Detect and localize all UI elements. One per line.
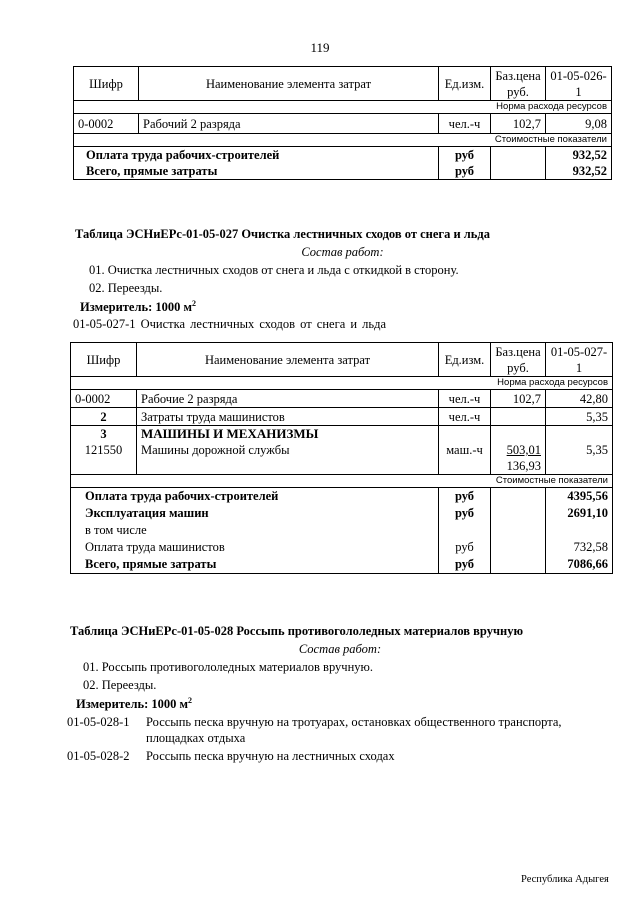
- composition-label-028: Состав работ:: [298, 642, 382, 656]
- measure-label-028: Измеритель: 1000 $м^2$: [76, 696, 193, 712]
- row-value: 9,08: [546, 114, 612, 134]
- row-unit: чел.-ч: [439, 390, 491, 408]
- totals-units: руб руб: [439, 147, 491, 180]
- row-name: Затраты труда машинистов: [137, 408, 439, 426]
- header-name: Наименование элемента затрат: [137, 343, 439, 377]
- subline-027: 01-05-027-1 Очистка лестничных сходов от снега и льда: [73, 317, 387, 331]
- row-price: 102,7: [491, 390, 546, 408]
- totals-units: руб руб руб руб: [439, 488, 491, 574]
- measure-label-027: Измеритель: 1000 $м^2$: [80, 299, 197, 315]
- cost-label: Стоимостные показатели: [71, 475, 613, 488]
- entry-code: 01-05-028-2: [67, 749, 130, 763]
- row-name: МАШИНЫ И МЕХАНИЗМЫ Машины дорожной службы: [137, 426, 439, 475]
- row-code: 0-0002: [71, 390, 137, 408]
- row-name: Рабочие 2 разряда: [137, 390, 439, 408]
- cost-label-row: [74, 134, 612, 147]
- table-row: [71, 408, 613, 426]
- row-code: 3 121550: [71, 426, 137, 475]
- row-code: 0-0002: [74, 114, 139, 134]
- work-item: 01. Очистка лестничных сходов от снега и льда с откидкой в сторону.: [89, 263, 459, 277]
- totals-values: 4395,56 2691,10 732,58 7086,66: [546, 488, 613, 574]
- totals-row: [74, 147, 612, 180]
- norm-label: Норма расхода ресурсов: [71, 377, 613, 390]
- table-row: [71, 390, 613, 408]
- work-item: 02. Переезды.: [83, 678, 157, 692]
- section-title-028: Таблица ЭСНиЕРс-01-05-028 Россыпь противогололедных материалов вручную: [70, 624, 524, 638]
- row-name: Рабочий 2 разряда: [139, 114, 439, 134]
- entry-text: Россыпь песка вручную на тротуарах, остановках общественного транспорта,: [146, 715, 562, 729]
- table-row: [74, 114, 612, 134]
- header-price: Баз.цена руб.: [491, 67, 546, 101]
- header-id: 01-05-026-1: [546, 67, 612, 101]
- row-price: 503,01 136,93: [491, 426, 546, 475]
- header-unit: Ед.изм.: [439, 343, 491, 377]
- header-code: Шифр: [71, 343, 137, 377]
- cost-label-row: [71, 475, 613, 488]
- resource-table-027: [70, 342, 613, 574]
- totals-row: [71, 488, 613, 574]
- entry-text: площадках отдыха: [146, 731, 246, 745]
- row-value: 5,35: [546, 408, 613, 426]
- composition-label-027: Состав работ:: [301, 245, 384, 259]
- header-name: Наименование элемента затрат: [139, 67, 439, 101]
- row-unit: маш.-ч: [439, 426, 491, 475]
- header-id: 01-05-027-1: [546, 343, 613, 377]
- row-value: 5,35: [546, 426, 613, 475]
- totals-names: Оплата труда рабочих-строителей Всего, прямые затраты: [74, 147, 439, 180]
- resource-table-026: [73, 66, 612, 180]
- header-code: Шифр: [74, 67, 139, 101]
- page-number: 119: [310, 40, 330, 55]
- totals-names: Оплата труда рабочих-строителей Эксплуатация машин в том числе Оплата труда машинистов Всего, прямые затраты: [71, 488, 439, 574]
- row-price: 102,7: [491, 114, 546, 134]
- work-item: 01. Россыпь противогололедных материалов вручную.: [83, 660, 373, 674]
- norm-label-row: [71, 377, 613, 390]
- cost-label: Стоимостные показатели: [74, 134, 612, 147]
- entry-text: Россыпь песка вручную на лестничных сходах: [146, 749, 395, 763]
- entry-code: 01-05-028-1: [67, 715, 130, 729]
- header-price: Баз.цена руб.: [491, 343, 546, 377]
- section-title-027: Таблица ЭСНиЕРс-01-05-027 Очистка лестничных сходов от снега и льда: [75, 227, 490, 241]
- totals-values: 932,52 932,52: [546, 147, 612, 180]
- footer-region: Республика Адыгея: [521, 874, 609, 885]
- row-value: 42,80: [546, 390, 613, 408]
- row-unit: чел.-ч: [439, 114, 491, 134]
- norm-label-row: [74, 101, 612, 114]
- table-header-row: [71, 343, 613, 377]
- header-unit: Ед.изм.: [439, 67, 491, 101]
- row-code: 2: [71, 408, 137, 426]
- row-unit: чел.-ч: [439, 408, 491, 426]
- norm-label: Норма расхода ресурсов: [74, 101, 612, 114]
- table-header-row: [74, 67, 612, 101]
- work-item: 02. Переезды.: [89, 281, 163, 295]
- table-row: [71, 426, 613, 475]
